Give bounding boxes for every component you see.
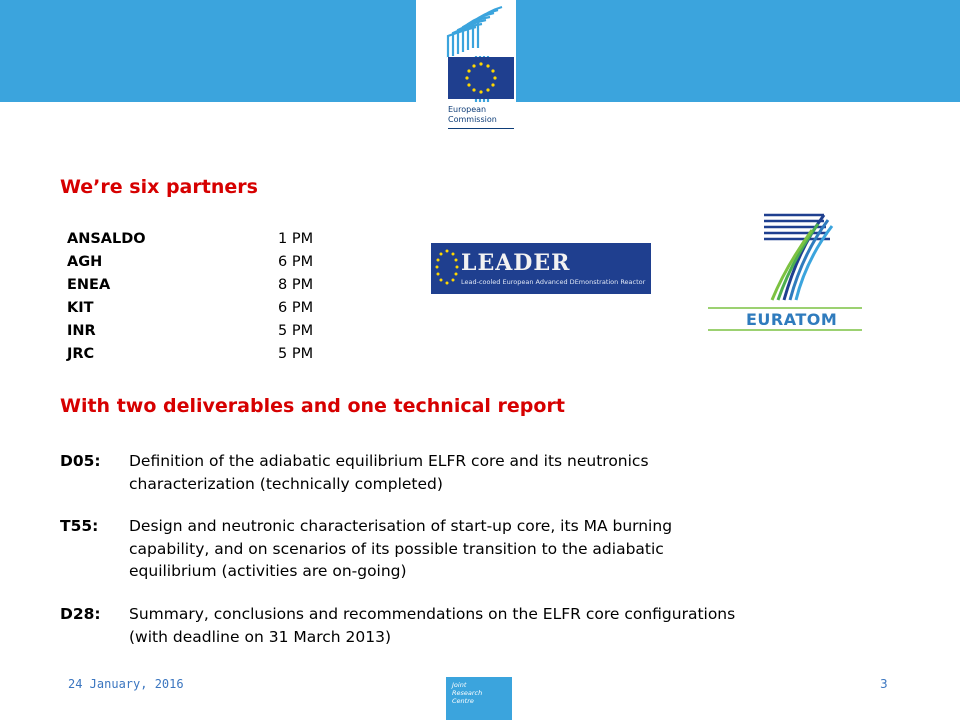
partner-row [67, 274, 313, 297]
deliverables-heading: With two deliverables and one technical report [60, 395, 565, 417]
partner-name: KIT [67, 300, 94, 316]
partner-row [67, 228, 313, 251]
partner-pm: 5 PM [278, 323, 314, 339]
jrc-logo [446, 677, 512, 720]
deliverable-text: Definition of the adiabatic equilibrium ELFR core and its neutronics characterization (technically completed) [129, 452, 649, 493]
partner-pm: 8 PM [278, 277, 314, 293]
partner-name: INR [67, 323, 96, 339]
logo-text-line2: Commission [448, 115, 497, 124]
deliverable-text: Design and neutronic characterisation of start-up core, its MA burning capability, and on scenarios of its possible transition to the adiabatic equilibrium (activities are on-going) [129, 517, 673, 580]
partner-name: ENEA [67, 277, 111, 293]
partner-name: JRC [67, 346, 95, 362]
partner-row [67, 251, 313, 274]
jrc-line1: Joint [452, 681, 467, 689]
partner-pm: 6 PM [278, 254, 314, 270]
partner-pm: 6 PM [278, 300, 314, 316]
logo-text-line1: European [448, 105, 487, 114]
logo-rule [448, 128, 514, 129]
partner-row [67, 320, 313, 343]
jrc-line2: Research [452, 689, 483, 697]
deliverable-code: T55: [60, 517, 99, 535]
jrc-line3: Centre [452, 697, 474, 705]
page-number: 3 [880, 677, 888, 691]
leader-title: LEADER [461, 250, 571, 276]
deliverable-code: D05: [60, 452, 101, 470]
partner-pm: 1 PM [278, 231, 314, 247]
partner-row [67, 297, 313, 320]
deliverable-text: Summary, conclusions and recommendations on the ELFR core configurations (with deadline on 31 March 2013) [129, 605, 736, 646]
leader-subtitle: Lead-cooled European Advanced DEmonstration Reactor [461, 278, 646, 286]
partner-name: ANSALDO [67, 231, 146, 247]
partners-heading: We’re six partners [60, 176, 258, 198]
deliverable-code: D28: [60, 605, 101, 623]
footer-date: 24 January, 2016 [68, 677, 184, 691]
leader-stars-icon [431, 243, 461, 294]
leader-logo [431, 243, 651, 294]
euratom-label: EURATOM [746, 310, 838, 329]
partner-pm: 5 PM [278, 346, 314, 362]
european-commission-wordmark [448, 105, 497, 125]
partners-table [67, 228, 313, 366]
partner-name: AGH [67, 254, 103, 270]
partner-row [67, 343, 313, 366]
